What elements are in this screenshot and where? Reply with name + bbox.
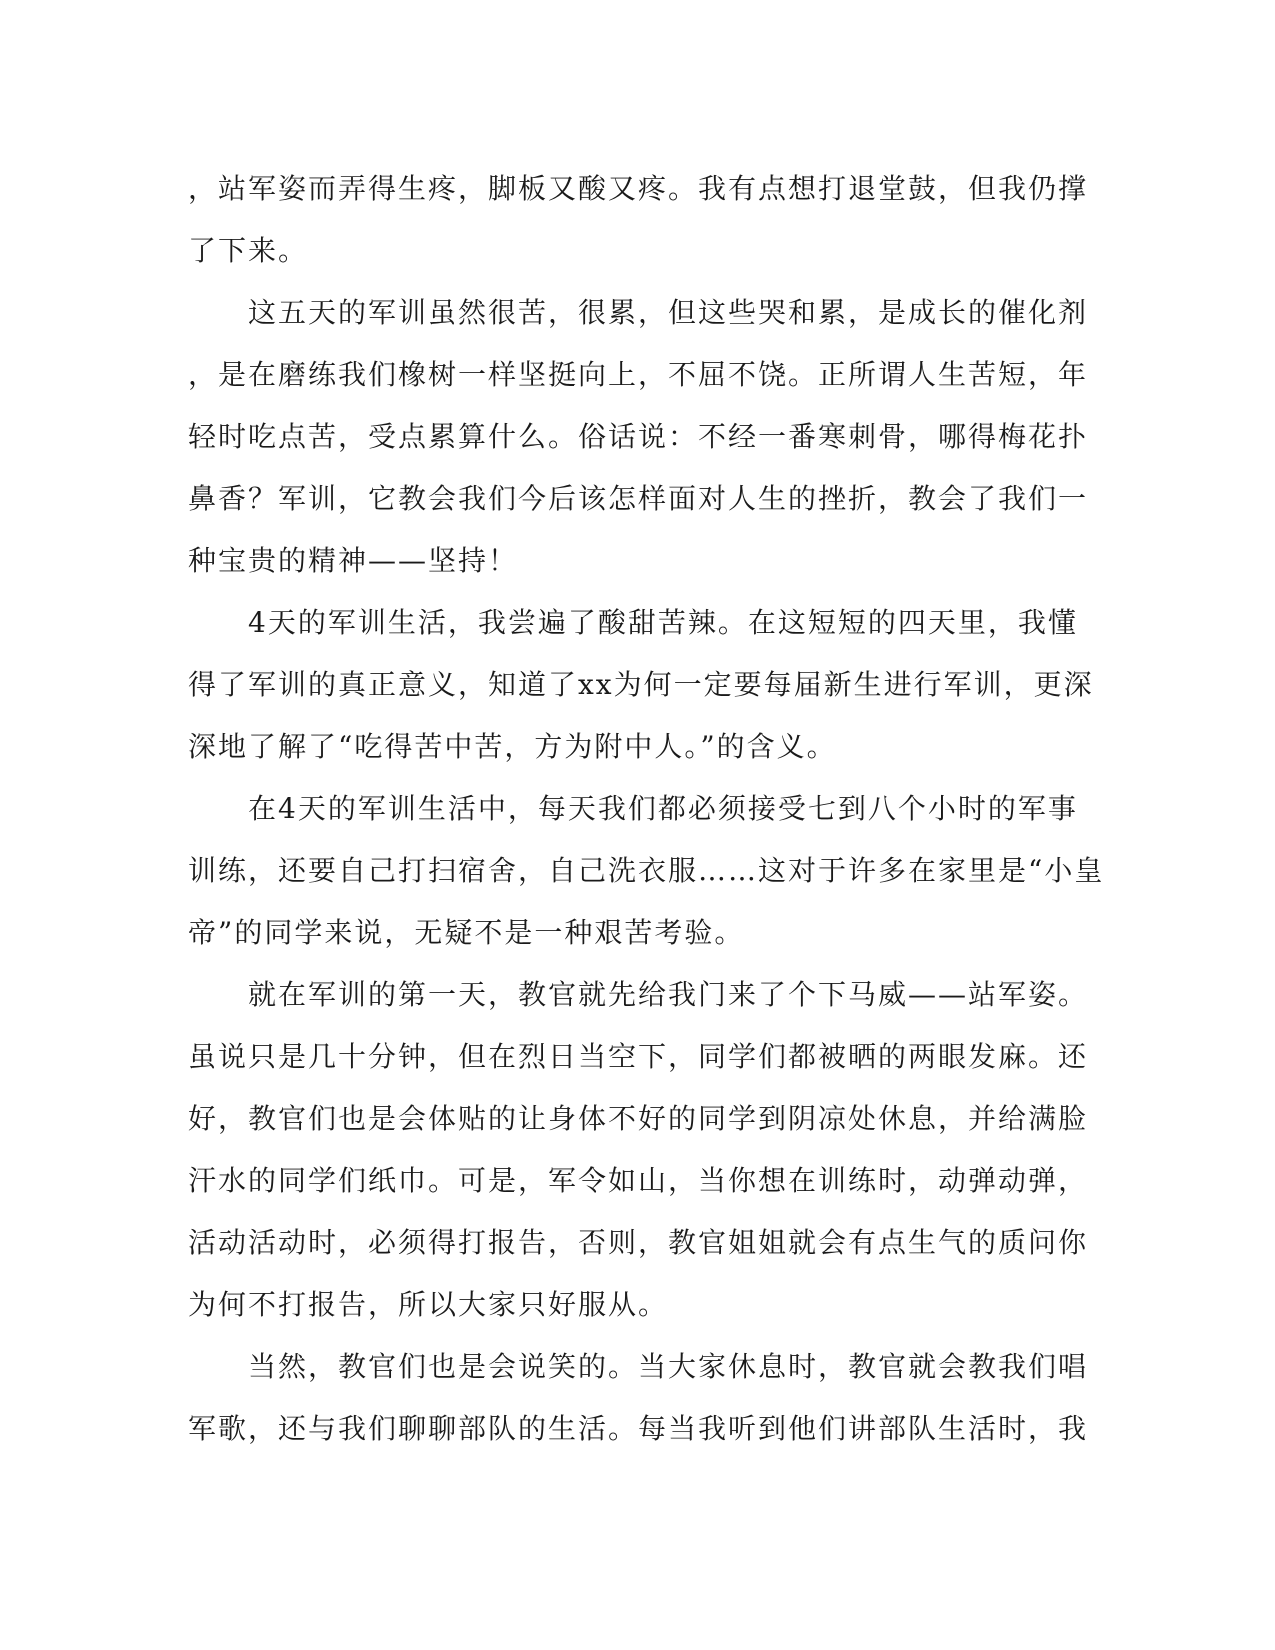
text-line-9: 得了军训的真正意义，知道了xx为何一定要每届新生进行军训，更深 bbox=[188, 668, 1094, 701]
text-line-13: 帝”的同学来说，无疑不是一种艰苦考验。 bbox=[188, 916, 745, 949]
body-text bbox=[188, 158, 1105, 1460]
text-line-6: 鼻香？军训，它教会我们今后该怎样面对人生的挫折，教会了我们一 bbox=[188, 482, 1089, 515]
text-line-21: 军歌，还与我们聊聊部队的生活。每当我听到他们讲部队生活时，我 bbox=[188, 1412, 1089, 1445]
text-line-20: 当然，教官们也是会说笑的。当大家休息时，教官就会教我们唱 bbox=[188, 1350, 1089, 1383]
text-line-8: 4天的军训生活，我尝遍了酸甜苦辣。在这短短的四天里，我懂 bbox=[188, 606, 1078, 639]
text-line-7: 种宝贵的精神——坚持！ bbox=[188, 544, 519, 577]
text-line-2: 了下来。 bbox=[188, 234, 309, 267]
text-line-3: 这五天的军训虽然很苦，很累，但这些哭和累，是成长的催化剂 bbox=[188, 296, 1089, 329]
text-line-15: 虽说只是几十分钟，但在烈日当空下，同学们都被晒的两眼发麻。还 bbox=[188, 1040, 1089, 1073]
text-line-5: 轻时吃点苦，受点累算什么。俗话说：不经一番寒刺骨，哪得梅花扑 bbox=[188, 420, 1089, 453]
text-line-14: 就在军训的第一天，教官就先给我门来了个下马威——站军姿。 bbox=[188, 978, 1089, 1011]
text-line-10: 深地了解了“吃得苦中苦，方为附中人。”的含义。 bbox=[188, 730, 837, 763]
text-line-18: 活动活动时，必须得打报告，否则，教官姐姐就会有点生气的质问你 bbox=[188, 1226, 1089, 1259]
text-line-4: ，是在磨练我们橡树一样坚挺向上，不屈不饶。正所谓人生苦短，年 bbox=[188, 358, 1089, 391]
text-line-19: 为何不打报告，所以大家只好服从。 bbox=[188, 1288, 669, 1321]
text-line-1: ，站军姿而弄得生疼，脚板又酸又疼。我有点想打退堂鼓，但我仍撑 bbox=[188, 172, 1089, 205]
text-line-11: 在4天的军训生活中，每天我们都必须接受七到八个小时的军事 bbox=[188, 792, 1078, 825]
text-line-17: 汗水的同学们纸巾。可是，军令如山，当你想在训练时，动弹动弹， bbox=[188, 1164, 1089, 1197]
text-line-12: 训练，还要自己打扫宿舍，自己洗衣服……这对于许多在家里是“小皇 bbox=[188, 854, 1105, 887]
text-line-16: 好，教官们也是会体贴的让身体不好的同学到阴凉处休息，并给满脸 bbox=[188, 1102, 1089, 1135]
